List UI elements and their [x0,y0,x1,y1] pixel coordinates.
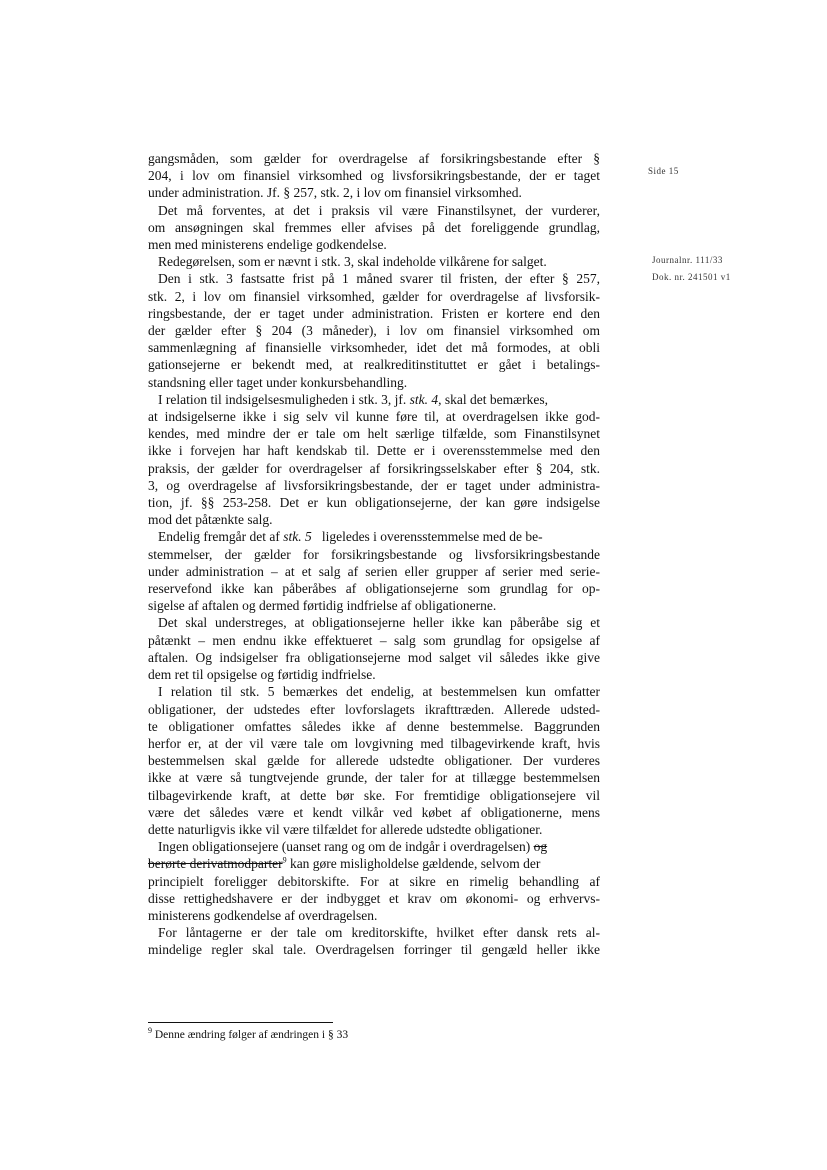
text-line: bestemmelsen skal gælde for allerede udstedte obligationer. Der vurderes [148,753,600,769]
text-line: ikke at være så tungtvejende grunde, der taler for at tillægge bestemmelsen [148,770,600,786]
text-line: der gælder efter § 204 (3 måneder), i lov om finansiel virksomhed om [148,323,600,339]
text-fragment: Ingen obligationsejere (uanset rang og om de indgår i overdragelsen) [158,839,531,855]
footnote [148,1026,349,1041]
footnote-divider [148,1022,333,1023]
footnote-text: Denne ændring følger af ændringen i § 33 [152,1029,349,1041]
text-line: mindelige regler skal tale. Overdragelsen forringer til gengæld heller ikke [148,942,600,958]
text-line: Det må forventes, at det i praksis vil være Finanstilsynet, der vurderer, [158,202,600,218]
journal-number: Journalnr. 111/33 [652,255,723,265]
text-fragment: , skal det bemærkes, [438,391,548,407]
text-line: under administration – at et salg af serien eller grupper af serier med serie- [148,563,600,579]
footnote-marker: 9 [282,855,287,865]
text-line [148,391,600,408]
text-line: Redegørelsen, som er nævnt i stk. 3, skal indeholde vilkårene for salget. [158,254,547,270]
body-text [148,150,600,959]
text-line: I relation til stk. 5 bemærkes det endelig, at bestemmelsen kun omfatter [158,684,600,700]
text-line: Det skal understreges, at obligationsejerne heller ikke kan påberåbe sig et [158,615,600,631]
text-line: at indsigelserne ikke i sig selv vil kunne føre til, at overdragelsen ikke god- [148,409,600,425]
text-line: kendes, med mindre der er tale om helt særlige tilfælde, som Finanstilsynet [148,426,600,442]
italic-reference: stk. 4 [409,391,439,407]
text-line: stemmelser, der gælder for forsikringsbestande og livsforsikringsbestande [148,546,600,562]
text-line: 3, og overdragelse af livsforsikringsbestande, der er taget under administra- [148,477,600,493]
text-line: være det således være et kendt vilkår ved købet af obligationerne, mens [148,804,600,820]
text-line [148,528,600,545]
text-fragment: Endelig fremgår det af [158,529,280,545]
text-line: mod det påtænkte salg. [148,512,273,528]
text-line: principielt foreligger debitorskifte. For at sikre en rimelig behandling af [148,873,600,889]
italic-reference: stk. 5 [283,529,312,545]
text-line: obligationer, der udstedes efter lovforslagets ikrafttræden. Allerede udsted- [148,701,600,717]
struck-text: berørte derivatmodparter [148,856,283,872]
text-line: sigelse af aftalen og dermed førtidig indfrielse af obligationerne. [148,598,497,614]
text-line: praksis, der gælder for overdragelser af forsikringsselskaber efter § 204, stk. [148,460,600,476]
text-line: tilbagevirkende kraft, at dette bør ske. For fremtidige obligationsejere vil [148,787,600,803]
text-line [148,855,600,872]
text-line: te obligationer omfattes således ikke af denne bestemmelse. Baggrunden [148,718,600,734]
text-line: men med ministerens endelige godkendelse. [148,237,387,253]
page-number: Side 15 [648,166,679,176]
text-line: påtænkt – men endnu ikke effektueret – salg som grundlag for opsigelse af [148,632,600,648]
text-line: disse rettighedshavere er der indbygget et krav om økonomi- og erhvervs- [148,890,600,906]
text-line: ministerens godkendelse af overdragelsen. [148,907,378,923]
text-line: herfor er, at der vil være tale om lovgivning med tilbagevirkende kraft, hvis [148,735,600,751]
text-fragment: ligeledes i overensstemmelse med de be- [321,529,543,545]
document-number: Dok. nr. 241501 v1 [652,272,731,282]
text-fragment: I relation til indsigelsesmuligheden i stk. 3, jf. [158,391,407,407]
text-line: aftalen. Og indsigelser fra obligationsejerne mod salget vil således ikke give [148,649,600,665]
text-line: standsning eller taget under konkursbehandling. [148,374,408,390]
text-line: ikke i forvejen har haft kendskab til. Dette er i overensstemmelse med den [148,443,600,459]
text-line: gangsmåden, som gælder for overdragelse af forsikringsbestande efter § [148,151,600,166]
text-line: stk. 2, i lov om finansiel virksomhed, gælder for overdragelse af livsforsik- [148,288,600,304]
text-line: dem ret til opsigelse og førtidig indfrielse. [148,667,376,683]
text-fragment: kan gøre misligholdelse gældende, selvom der [286,856,541,872]
text-line: sammenlægning af finansielle virksomheder, idet det må formodes, at obli [148,340,600,356]
text-line: For låntagerne er der tale om kreditorskifte, hvilket efter dansk rets al- [158,925,600,941]
text-line: ringsbestande, der er taget under administration. Fristen er kortere end den [148,305,600,321]
text-line: dette naturligvis ikke vil være tilfældet for allerede udstedte obligationer. [148,821,543,837]
text-line [148,838,600,855]
text-line: gationsejerne er bekendt med, at realkreditinstituttet er gået i betalings- [148,357,600,373]
text-line: Den i stk. 3 fastsatte frist på 1 måned svarer til fristen, der efter § 257, [158,271,600,287]
text-line: om ansøgningen skal fremmes eller afvises på det foreliggende grundlag, [148,219,600,235]
text-line: 204, i lov om finansiel virksomhed og livsforsikringsbestande, der er taget [148,168,600,184]
text-line: tion, jf. §§ 253-258. Det er kun obligationsejerne, der kan gøre indsigelse [148,495,600,511]
struck-text: og [533,839,548,855]
footnote-number: 9 [148,1026,152,1036]
text-line: under administration. Jf. § 257, stk. 2, i lov om finansiel virksomhed. [148,185,522,201]
text-line: reservefond ikke kan påberåbes af obligationsejerne som grundlag for op- [148,581,600,597]
